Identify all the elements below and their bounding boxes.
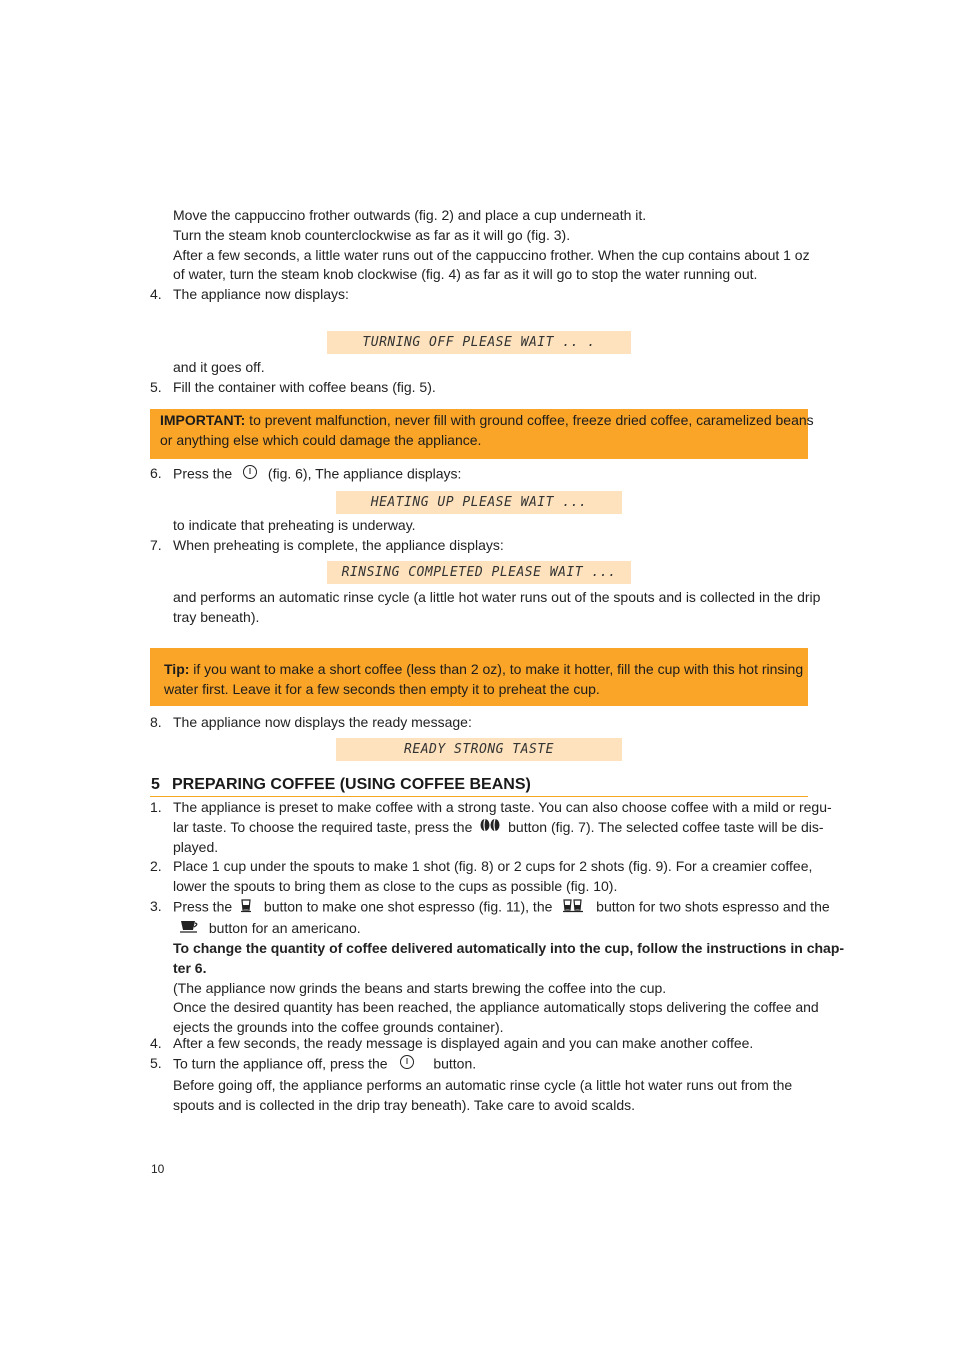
step-number: 8. <box>150 714 162 730</box>
item-text: Press the <box>173 898 233 915</box>
power-icon <box>399 1054 415 1076</box>
step-text: (fig. 6), The appliance displays: <box>267 465 462 482</box>
item-text: button for two shots espresso and the <box>596 898 830 915</box>
important-text: to prevent malfunction, never fill with ground coffee, freeze dried coffee, caramelized beans <box>245 412 814 428</box>
rinse-text <box>173 588 821 628</box>
intro-line: of water, turn the steam knob clockwise (fig. 4) as far as it will go to stop the water running out. <box>173 266 758 283</box>
display-message-rinsing: RINSING COMPLETED PLEASE WAIT ... <box>327 561 631 584</box>
step-number: 4. <box>150 286 162 302</box>
item-text: button for an americano. <box>208 919 361 936</box>
display-message-turning-off: TURNING OFF PLEASE WAIT .. . <box>327 331 631 354</box>
item-text: button to make one shot espresso (fig. 11), the <box>263 898 553 915</box>
item-bold-text: To change the quantity of coffee delivered automatically into the cup, follow the instructions in chap- <box>173 939 845 956</box>
item-number: 4. <box>150 1035 162 1051</box>
two-cups-icon <box>562 897 584 919</box>
step-text: Press the <box>173 465 233 482</box>
rinse-line: tray beneath). <box>173 608 260 625</box>
preheat-text: to indicate that preheating is underway. <box>173 517 416 533</box>
tip-text: water first. Leave it for a few seconds then empty it to preheat the cup. <box>164 680 600 697</box>
item-text: (The appliance now grinds the beans and starts brewing the coffee into the cup. <box>173 979 667 996</box>
step-number: 5. <box>150 379 162 395</box>
item-text: button (fig. 7). The selected coffee taste will be dis- <box>508 818 824 835</box>
item-text: Once the desired quantity has been reached, the appliance automatically stops delivering the coffee and <box>173 999 819 1016</box>
step-text: When preheating is complete, the appliance displays: <box>173 537 504 553</box>
tip-box <box>150 648 808 706</box>
item-number: 2. <box>150 858 162 874</box>
americano-cup-icon <box>179 919 199 939</box>
one-cup-icon <box>240 897 252 919</box>
intro-line: Turn the steam knob counterclockwise as far as it will go (fig. 3). <box>173 226 571 243</box>
item-bold-text: ter 6. <box>173 959 207 976</box>
coffee-beans-icon <box>478 818 502 838</box>
intro-line: Move the cappuccino frother outwards (fig. 2) and place a cup underneath it. <box>173 207 647 223</box>
item-text: After a few seconds, the ready message is displayed again and you can make another coffee. <box>173 1035 754 1051</box>
display-message-ready: READY STRONG TASTE <box>336 738 622 761</box>
step-text: The appliance now displays the ready message: <box>173 714 472 730</box>
item-text: played. <box>173 838 219 855</box>
intro-text <box>173 206 810 285</box>
section-title: PREPARING COFFEE (USING COFFEE BEANS) <box>172 776 531 793</box>
tip-text: if you want to make a short coffee (less than 2 oz), to make it hotter, fill the cup with this hot rinsing <box>189 661 804 677</box>
item-text: spouts and is collected in the drip tray beneath). Take care to avoid scalds. <box>173 1096 636 1113</box>
page-number: 10 <box>151 1162 165 1176</box>
item-text: ejects the grounds into the coffee grounds container). <box>173 1019 504 1036</box>
goes-off-text: and it goes off. <box>173 359 265 375</box>
power-icon <box>242 464 258 486</box>
item-text: Place 1 cup under the spouts to make 1 shot (fig. 8) or 2 cups for 2 shots (fig. 9). For a creamier coffee, <box>173 858 813 874</box>
section-heading <box>150 774 808 797</box>
intro-line: After a few seconds, a little water runs out of the cappuccino frother. When the cup contains about 1 oz <box>173 246 810 263</box>
item-text: button. <box>433 1055 477 1072</box>
item-text: Before going off, the appliance performs an automatic rinse cycle (a little hot water runs out from the <box>173 1076 793 1093</box>
display-message-heating: HEATING UP PLEASE WAIT ... <box>336 491 622 514</box>
step-text: Fill the container with coffee beans (fig. 5). <box>173 379 436 395</box>
item-text: The appliance is preset to make coffee with a strong taste. You can also choose coffee with a mild or regu- <box>173 799 832 815</box>
tip-label: Tip: <box>164 661 190 677</box>
item-number: 1. <box>150 799 162 815</box>
important-label: IMPORTANT: <box>160 412 246 428</box>
item-number: 3. <box>150 898 162 914</box>
important-text: or anything else which could damage the appliance. <box>160 431 482 448</box>
item-text: To turn the appliance off, press the <box>173 1055 388 1072</box>
important-box <box>150 409 814 459</box>
rinse-line: and performs an automatic rinse cycle (a little hot water runs out of the spouts and is collected in the drip <box>173 589 821 605</box>
item-text: lar taste. To choose the required taste, press the <box>173 818 473 835</box>
item-text: lower the spouts to bring them as close to the cups as possible (fig. 10). <box>173 877 618 894</box>
section-number: 5 <box>151 776 160 793</box>
item-number: 5. <box>150 1055 162 1071</box>
step-number: 7. <box>150 537 162 553</box>
step-text: The appliance now displays: <box>173 286 349 302</box>
step-number: 6. <box>150 465 162 481</box>
